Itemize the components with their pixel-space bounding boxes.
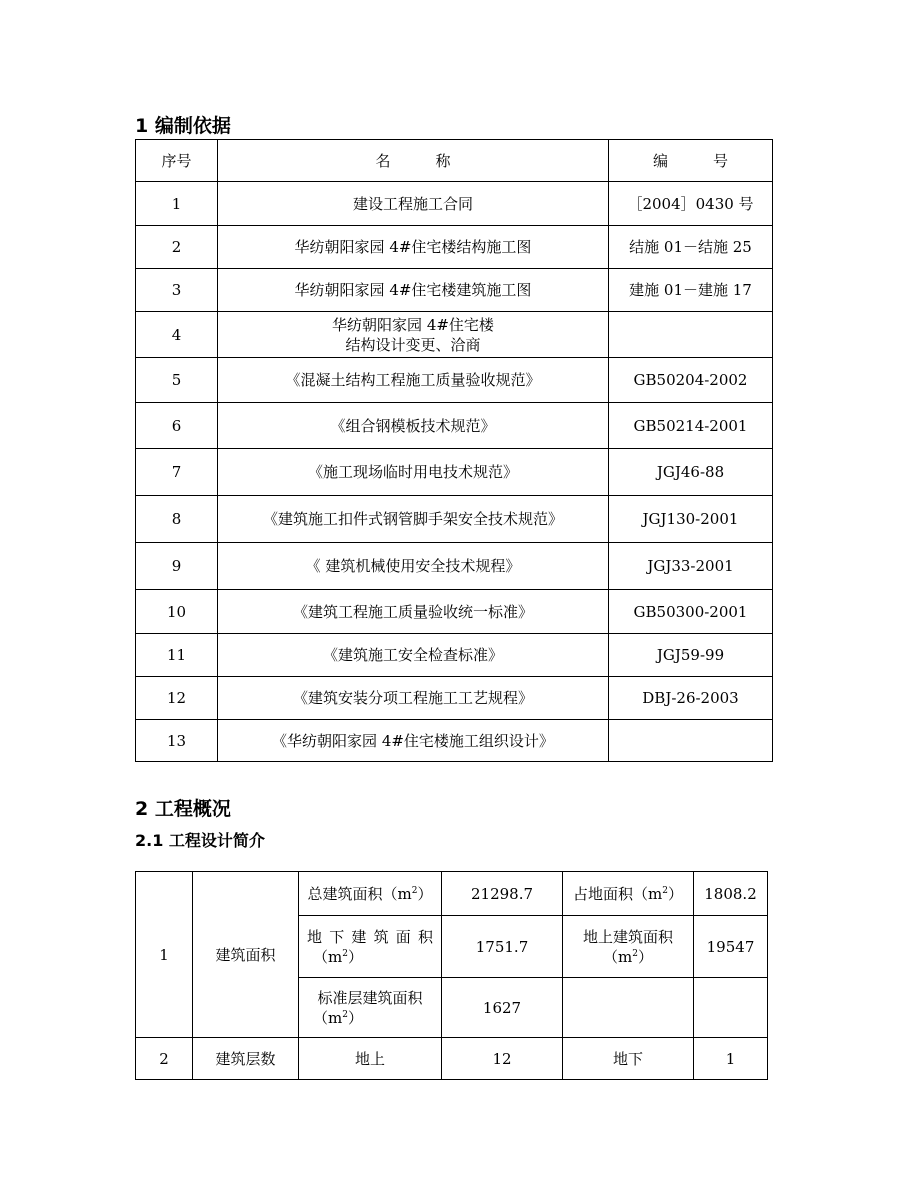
floors-below-label: 地下 [563, 1038, 694, 1080]
basis-table-header [136, 140, 773, 182]
underground-area-value: 1751.7 [442, 916, 563, 978]
table-row [136, 634, 773, 677]
site-area-value: 1808.2 [694, 872, 768, 916]
header-no: 序号 [136, 140, 218, 182]
above-area-label: 地上建筑面积 $(m^2)$ [563, 916, 694, 978]
floors-above-label: 地上 [299, 1038, 442, 1080]
row-code: JGJ33-2001 [609, 543, 773, 590]
total-area-label: 总建筑面积$(m^2)$ [299, 872, 442, 916]
row-name: 华纺朝阳家园 4#住宅楼建筑施工图 [218, 269, 609, 312]
table-row [136, 872, 768, 916]
row-no: 1 [136, 182, 218, 226]
floors-no: 2 [136, 1038, 193, 1080]
floors-label: 建筑层数 [193, 1038, 299, 1080]
row-no: 10 [136, 590, 218, 634]
row-no: 3 [136, 269, 218, 312]
table-row [136, 403, 773, 449]
row-name: 《建筑工程施工质量验收统一标准》 [218, 590, 609, 634]
row-code: 建施 01－建施 17 [609, 269, 773, 312]
empty-cell [563, 978, 694, 1038]
row-code [609, 720, 773, 762]
row-name-line2: 结构设计变更、洽商 [345, 335, 481, 354]
row-no: 7 [136, 449, 218, 496]
table-row [136, 1038, 768, 1080]
area-label: 建筑面积 [193, 872, 299, 1038]
row-name: 《建筑安装分项工程施工工艺规程》 [218, 677, 609, 720]
row-name: 《混凝土结构工程施工质量验收规范》 [218, 358, 609, 403]
row-name: 华纺朝阳家园 4#住宅楼结构施工图 [218, 226, 609, 269]
row-code: GB50214-2001 [609, 403, 773, 449]
standard-floor-area-value: 1627 [442, 978, 563, 1038]
table-row [136, 269, 773, 312]
row-no: 13 [136, 720, 218, 762]
row-code: GB50204-2002 [609, 358, 773, 403]
table-row [136, 226, 773, 269]
above-area-value: 19547 [694, 916, 768, 978]
row-name: 《施工现场临时用电技术规范》 [218, 449, 609, 496]
row-no: 5 [136, 358, 218, 403]
row-name-line1: 华纺朝阳家园 4#住宅楼 [332, 315, 494, 334]
row-name: 《华纺朝阳家园 4#住宅楼施工组织设计》 [218, 720, 609, 762]
table-row [136, 677, 773, 720]
section-2-1-subtitle: 2.1 工程设计简介 [135, 831, 265, 850]
row-name: 《 建筑机械使用安全技术规程》 [218, 543, 609, 590]
row-no: 9 [136, 543, 218, 590]
row-name: 《组合钢模板技术规范》 [218, 403, 609, 449]
table-row [136, 358, 773, 403]
table-row [136, 496, 773, 543]
table-row [136, 449, 773, 496]
row-code: JGJ130-2001 [609, 496, 773, 543]
floors-above-value: 12 [442, 1038, 563, 1080]
row-no: 4 [136, 312, 218, 358]
row-no: 8 [136, 496, 218, 543]
total-area-value: 21298.7 [442, 872, 563, 916]
table-row [136, 590, 773, 634]
row-code: DBJ-26-2003 [609, 677, 773, 720]
table-row [136, 312, 773, 358]
table-row [136, 182, 773, 226]
row-code: ［2004］0430 号 [609, 182, 773, 226]
area-no: 1 [136, 872, 193, 1038]
empty-cell [694, 978, 768, 1038]
table-row [136, 720, 773, 762]
row-no: 11 [136, 634, 218, 677]
row-code [609, 312, 773, 358]
basis-table [135, 139, 773, 762]
header-name: 名 称 [218, 140, 609, 182]
floors-below-value: 1 [694, 1038, 768, 1080]
table-row [136, 543, 773, 590]
row-no: 6 [136, 403, 218, 449]
row-name: 《建筑施工扣件式钢管脚手架安全技术规范》 [218, 496, 609, 543]
row-no: 12 [136, 677, 218, 720]
row-code: GB50300-2001 [609, 590, 773, 634]
row-no: 2 [136, 226, 218, 269]
section-1-title: 1 编制依据 [135, 115, 231, 137]
standard-floor-area-label: 标准层建筑面积 $(m^2)$ [299, 978, 442, 1038]
underground-area-label: 地下建筑面积 $(m^2)$ [299, 916, 442, 978]
row-name: 建设工程施工合同 [218, 182, 609, 226]
row-name: 《建筑施工安全检查标准》 [218, 634, 609, 677]
row-code: JGJ59-99 [609, 634, 773, 677]
row-name [218, 312, 609, 358]
site-area-label: 占地面积$(m^2)$ [563, 872, 694, 916]
design-table [135, 871, 768, 1080]
row-code: 结施 01－结施 25 [609, 226, 773, 269]
section-2-title: 2 工程概况 [135, 798, 231, 820]
header-code: 编 号 [609, 140, 773, 182]
row-code: JGJ46-88 [609, 449, 773, 496]
